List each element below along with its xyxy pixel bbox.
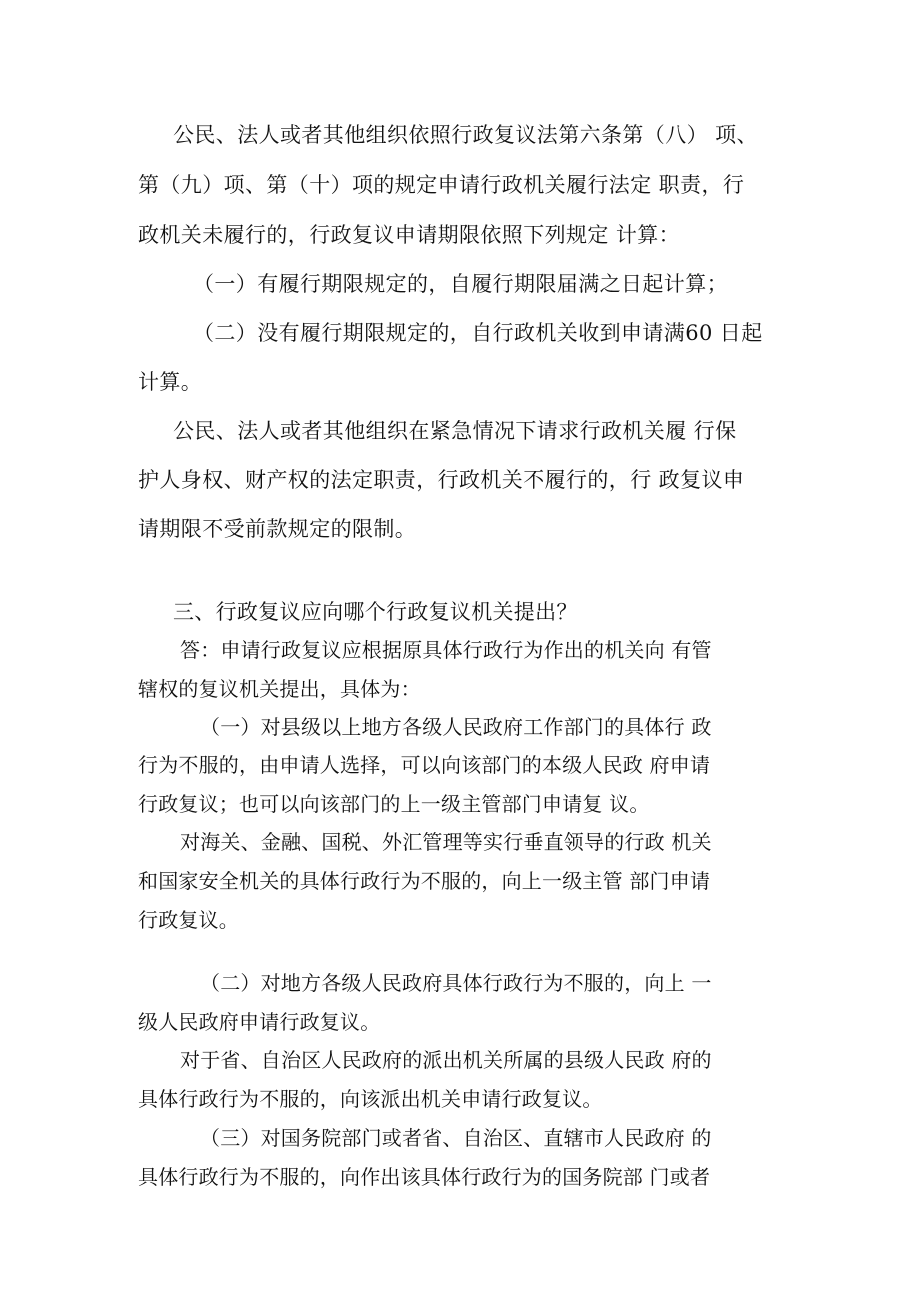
- paragraph-line: 辖权的复议机关提出，具体为：: [138, 677, 421, 701]
- paragraph-line: 和国家安全机关的具体行政行为不服的，向上一级主管 部门申请: [138, 869, 711, 893]
- paragraph-line: （二）没有履行期限规定的，自行政机关收到申请满60 日起: [193, 321, 763, 345]
- paragraph-line: 行政复议。: [138, 908, 239, 932]
- section-heading: 三、行政复议应向哪个行政复议机关提出？: [173, 600, 578, 624]
- paragraph-line: （三）对国务院部门或者省、自治区、直辖市人民政府 的: [200, 1126, 712, 1150]
- paragraph-line: （二）对地方各级人民政府具体行政行为不服的，向上 一: [200, 971, 712, 995]
- paragraph-line: 政机关未履行的，行政复议申请期限依照下列规定 计算：: [138, 223, 681, 247]
- paragraph-line: 请期限不受前款规定的限制。: [138, 517, 417, 541]
- paragraph-line: 行政复议；也可以向该部门的上一级主管部门申请复 议。: [138, 792, 650, 816]
- paragraph-line: 级人民政府申请行政复议。: [138, 1010, 381, 1034]
- paragraph-line: 公民、法人或者其他组织依照行政复议法第六条第（八） 项、: [173, 123, 758, 147]
- paragraph-line: 对于省、自治区人民政府的派出机关所属的县级人民政 府的: [180, 1048, 712, 1072]
- paragraph-line: 对海关、金融、国税、外汇管理等实行垂直领导的行政 机关: [180, 830, 712, 854]
- paragraph-line: 答：申请行政复议应根据原具体行政行为作出的机关向 有管: [180, 638, 712, 662]
- paragraph-line: 公民、法人或者其他组织在紧急情况下请求行政机关履 行保: [173, 419, 737, 443]
- paragraph-line: 第（九）项、第（十）项的规定申请行政机关履行法定 职责，行: [138, 173, 745, 197]
- paragraph-line: 行为不服的，由申请人选择，可以向该部门的本级人民政 府申请: [138, 753, 711, 777]
- paragraph-line: 具体行政行为不服的，向作出该具体行政行为的国务院部 门或者: [138, 1165, 711, 1189]
- paragraph-line: 计算。: [138, 370, 203, 394]
- paragraph-line: （一）对县级以上地方各级人民政府工作部门的具体行 政: [200, 715, 712, 739]
- paragraph-line: 具体行政行为不服的，向该派出机关申请行政复议。: [138, 1087, 603, 1111]
- paragraph-line: （一）有履行期限规定的，自履行期限届满之日起计算；: [193, 272, 728, 296]
- paragraph-line: 护人身权、财产权的法定职责，行政机关不履行的，行 政复议申: [138, 468, 745, 492]
